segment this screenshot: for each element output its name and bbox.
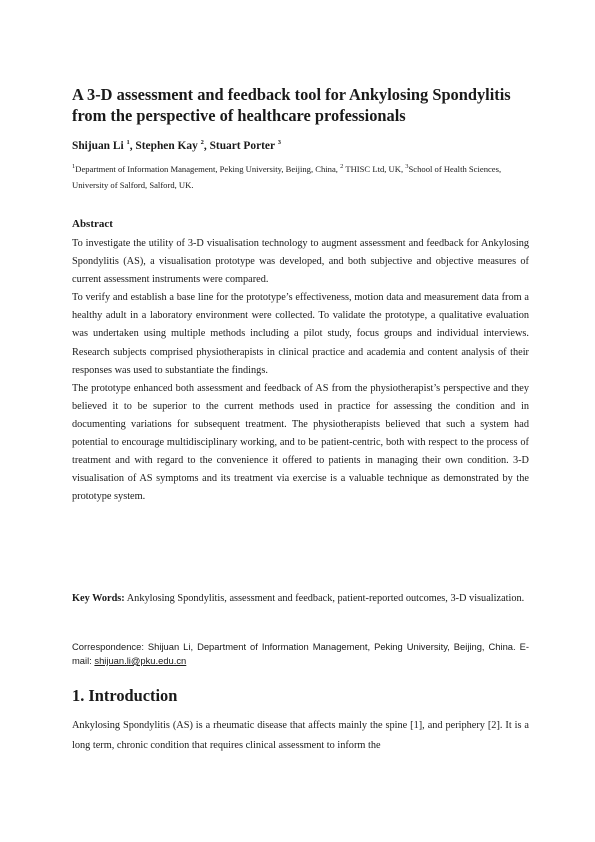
section-heading-introduction: 1. Introduction xyxy=(72,686,178,705)
author-affiliation-marker: 1 xyxy=(126,139,130,147)
author-name: Stuart Porter xyxy=(209,140,275,152)
abstract-body xyxy=(72,235,529,506)
abstract-paragraph: To investigate the utility of 3-D visualisation technology to augment assessment and feedback for Ankylosing Spondylitis (AS), a visualisation prototype was developed, and both subjective and objective measures of current assessment instruments were compared. xyxy=(72,238,529,286)
affiliations: $^1$Department of Information Management, Peking University, Beijing, China, $^2$ THISC Ltd, UK, $^3$School of Health Sciences, University of Salford, Salford, UK. xyxy=(72,163,502,190)
keywords xyxy=(72,590,529,608)
abstract-heading: Abstract xyxy=(72,218,113,230)
paper-title: A 3-D assessment and feedback tool for Ankylosing Spondylitis from the perspective of healthcare professionals xyxy=(72,85,511,125)
author-list: Shijuan Li $^1$, Stephen Kay $^2$, Stuart Porter $^3$ xyxy=(72,139,281,152)
author-affiliation-marker: 3 xyxy=(277,139,281,147)
keywords-label: Key Words: xyxy=(72,593,125,604)
keywords-text: Ankylosing Spondylitis, assessment and feedback, patient-reported outcomes, 3-D visualization. xyxy=(124,593,525,604)
author-name: Shijuan Li xyxy=(72,140,124,152)
introduction-body xyxy=(72,716,529,756)
author-name: Stephen Kay xyxy=(135,140,198,152)
abstract-paragraph: To verify and establish a base line for the prototype’s effectiveness, motion data and measurement data from a healthy adult in a laboratory environment were collected. To validate the prototype, a qualitative evaluation was undertaken using multiple methods including a pilot study, focus groups and individual interviews. Research subjects comprised physiotherapists in clinical practice and academia and content analysis of their responses was used to substantiate the findings. xyxy=(72,292,529,376)
email-link[interactable]: shijuan.li@pku.edu.cn xyxy=(94,654,187,666)
author-affiliation-marker: 2 xyxy=(200,139,204,147)
abstract-paragraph: The prototype enhanced both assessment and feedback of AS from the physiotherapist’s perspective and they believed it to be superior to the current methods used in practice for assessing the condition and in documenting variations for subsequent treatment. The physiotherapists believed that such a system had potential to encourage multidisciplinary working, and to be patient-centric, both with respect to the process of treatment and with regard to the convenience it offered to patients in managing their own condition. 3-D visualisation of AS symptoms and its treatment via exercise is a valuable technique as demonstrated by the prototype system. xyxy=(72,382,529,503)
introduction-paragraph: Ankylosing Spondylitis (AS) is a rheumatic disease that affects mainly the spine [1], and periphery [2]. It is a long term, chronic condition that requires clinical assessment to inform the xyxy=(72,720,529,751)
correspondence: Correspondence: Shijuan Li, Department of Information Management, Peking University, Beijing, China. E-mail: shijuan.li@pku.edu.cn xyxy=(72,641,529,666)
